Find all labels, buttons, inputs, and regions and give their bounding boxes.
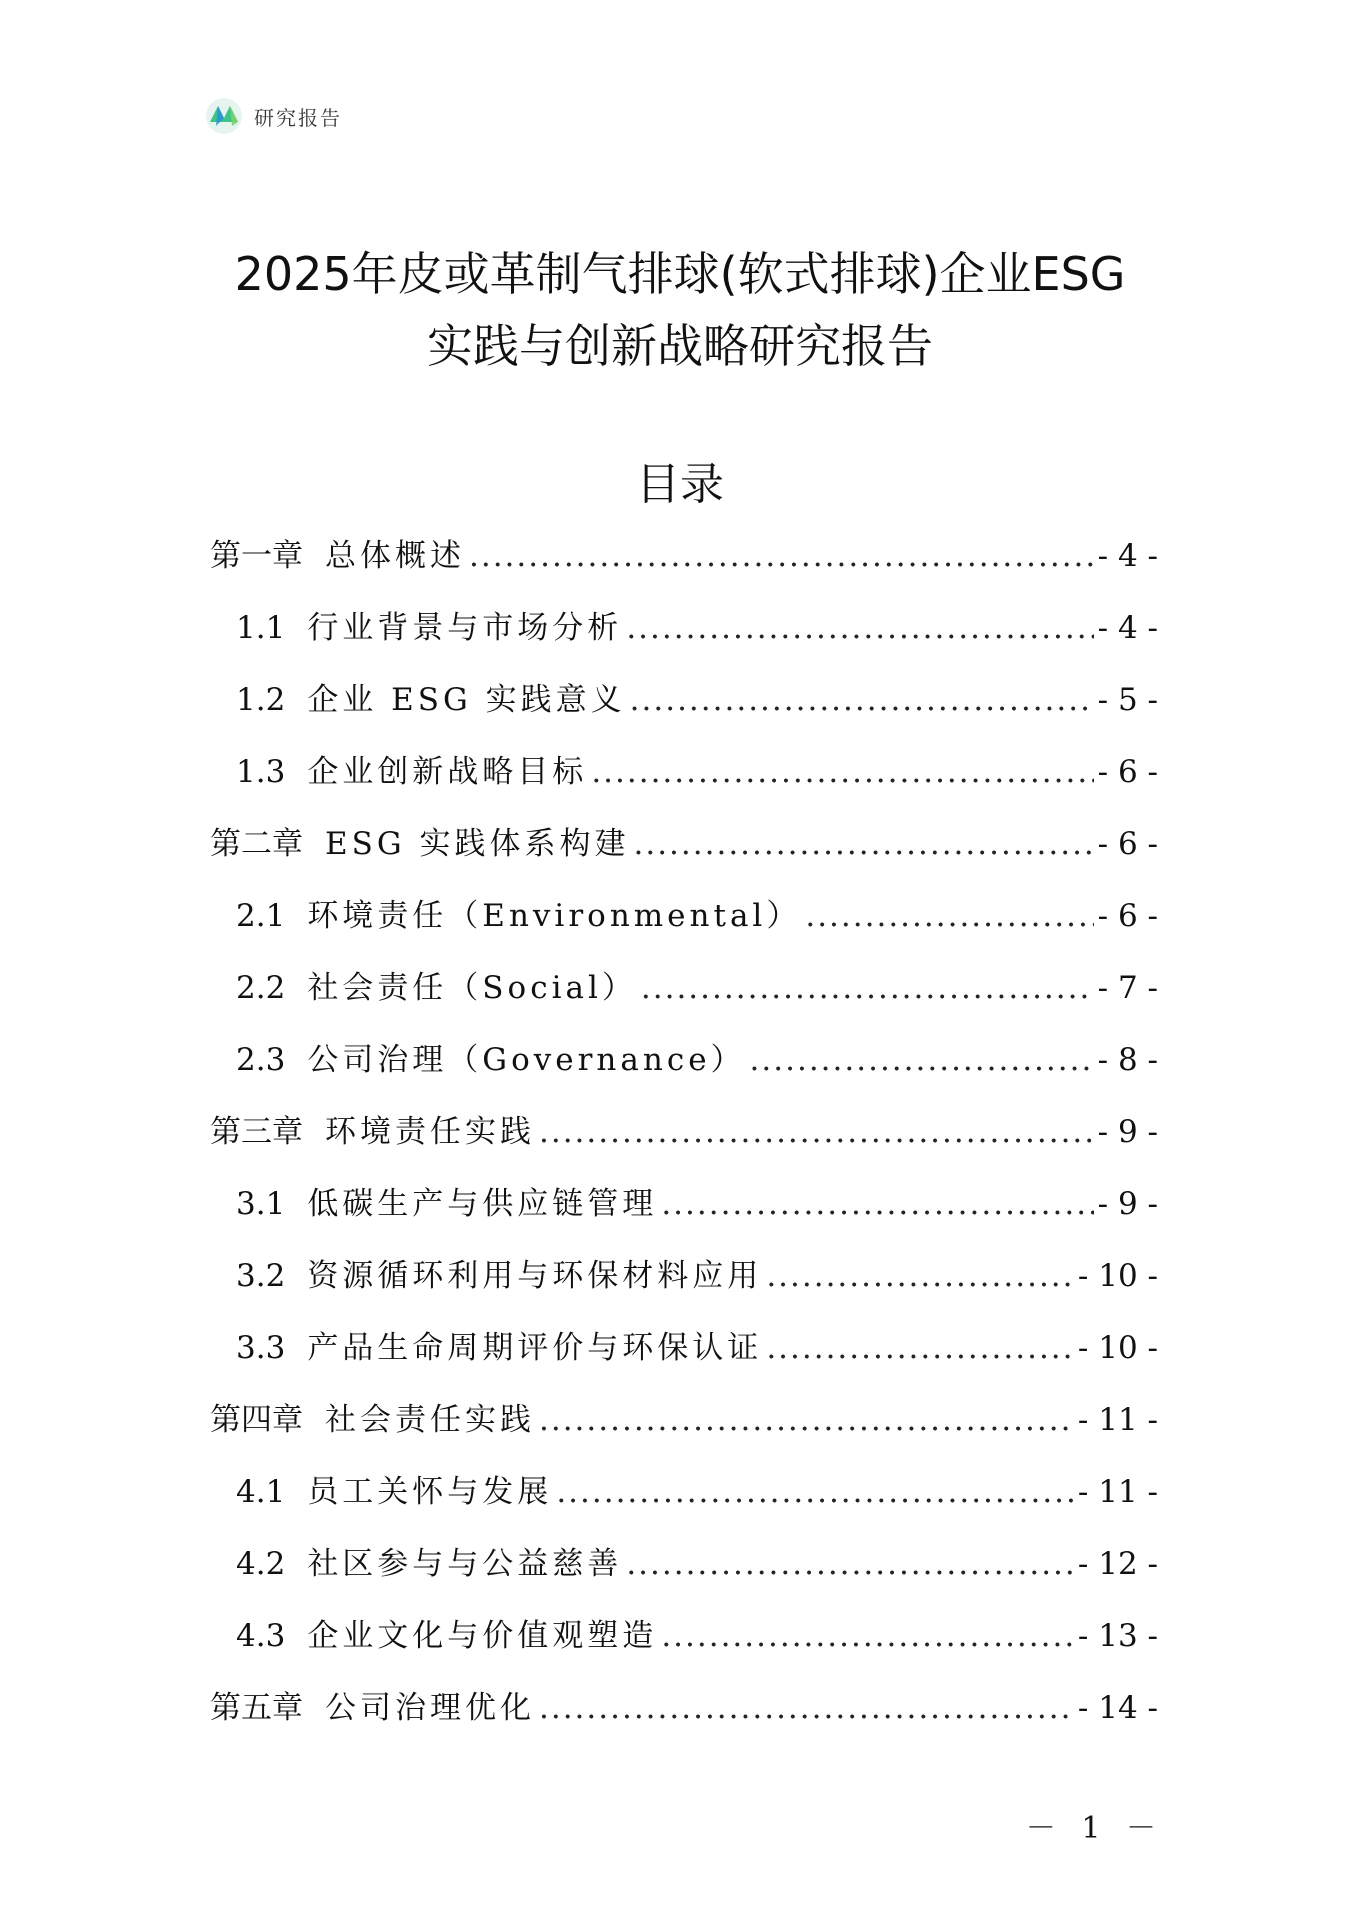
toc-entry[interactable] — [210, 1600, 1158, 1672]
toc-entry[interactable] — [210, 520, 1158, 592]
toc-leader-dots — [661, 1616, 1074, 1656]
toc-entry-number: 1.3 — [236, 754, 286, 790]
toc-entry-page: - 13 - — [1077, 1618, 1158, 1654]
page-number: － 1 － — [1025, 1811, 1164, 1846]
toc-entry[interactable] — [210, 1672, 1158, 1744]
toc-entry-label: 环境责任（Environmental） — [307, 898, 802, 934]
toc-entry-label: 公司治理（Governance） — [307, 1042, 746, 1078]
toc-leader-dots — [633, 824, 1093, 864]
toc-entry[interactable] — [210, 1384, 1158, 1456]
toc-entry-page: - 12 - — [1077, 1546, 1158, 1582]
toc-entry[interactable] — [210, 880, 1158, 952]
toc-entry-label: 环境责任实践 — [325, 1114, 535, 1150]
toc-entry-label: 低碳生产与供应链管理 — [307, 1186, 658, 1222]
toc-entry-number: 第二章 — [210, 826, 303, 862]
toc-entry-label: 产品生命周期评价与环保认证 — [307, 1330, 763, 1366]
toc-leader-dots — [766, 1256, 1074, 1296]
toc-entry-number: 1.2 — [236, 682, 286, 718]
toc-entry-number: 4.3 — [236, 1618, 286, 1654]
toc-entry[interactable] — [210, 1096, 1158, 1168]
toc-entry[interactable] — [210, 1168, 1158, 1240]
toc-leader-dots — [626, 1544, 1074, 1584]
toc-entry-label: 社会责任实践 — [325, 1402, 535, 1438]
brand-logo-icon — [204, 96, 244, 136]
toc-leader-dots — [556, 1472, 1074, 1512]
toc-entry-number: 1.1 — [236, 610, 286, 646]
toc-entry-label: 社区参与与公益慈善 — [307, 1546, 623, 1582]
toc-entry[interactable] — [210, 1240, 1158, 1312]
toc-leader-dots — [539, 1400, 1074, 1440]
toc-entry[interactable] — [210, 592, 1158, 664]
toc-entry-number: 3.3 — [236, 1330, 286, 1366]
toc-entry-label: 总体概述 — [325, 538, 465, 574]
toc-entry-page: - 10 - — [1077, 1330, 1158, 1366]
toc-entry-page: - 9 - — [1097, 1186, 1158, 1222]
toc-entry-label: ESG 实践体系构建 — [325, 826, 630, 862]
report-title — [180, 238, 1180, 382]
toc-entry-page: - 6 - — [1097, 898, 1158, 934]
header-label: 研究报告 — [254, 105, 342, 130]
toc-entry-label: 公司治理优化 — [325, 1690, 535, 1726]
toc-heading: 目录 — [636, 459, 724, 510]
toc-entry-label: 企业创新战略目标 — [307, 754, 588, 790]
toc-entry[interactable] — [210, 1312, 1158, 1384]
report-header — [204, 96, 342, 136]
toc-entry[interactable] — [210, 1024, 1158, 1096]
toc-entry-number: 第一章 — [210, 538, 303, 574]
toc-entry-page: - 5 - — [1097, 682, 1158, 718]
toc-entry-page: - 7 - — [1097, 970, 1158, 1006]
toc-entry-page: - 8 - — [1097, 1042, 1158, 1078]
toc-leader-dots — [591, 752, 1093, 792]
toc-entry-label: 企业 ESG 实践意义 — [307, 682, 626, 718]
title-line-1: 2025年皮或革制气排球(软式排球)企业ESG — [234, 247, 1126, 301]
toc-leader-dots — [750, 1040, 1094, 1080]
toc-leader-dots — [766, 1328, 1074, 1368]
toc-leader-dots — [539, 1688, 1074, 1728]
toc-entry-number: 第五章 — [210, 1690, 303, 1726]
toc-leader-dots — [630, 680, 1094, 720]
toc-entry[interactable] — [210, 808, 1158, 880]
toc-leader-dots — [469, 536, 1094, 576]
toc-entry-number: 2.1 — [236, 898, 286, 934]
toc-leader-dots — [661, 1184, 1093, 1224]
toc-entry-page: - 11 - — [1077, 1402, 1158, 1438]
toc-entry-number: 2.3 — [236, 1042, 286, 1078]
toc-entry-label: 员工关怀与发展 — [307, 1474, 553, 1510]
toc-entry-page: - 9 - — [1097, 1114, 1158, 1150]
toc-leader-dots — [805, 896, 1093, 936]
toc-entry[interactable] — [210, 736, 1158, 808]
toc-entry-page: - 10 - — [1077, 1258, 1158, 1294]
toc-entry-number: 3.2 — [236, 1258, 286, 1294]
title-line-2: 实践与创新战略研究报告 — [427, 319, 933, 373]
toc-entry-page: - 14 - — [1077, 1690, 1158, 1726]
toc-entry-label: 行业背景与市场分析 — [307, 610, 623, 646]
table-of-contents — [210, 520, 1158, 1744]
toc-entry-number: 3.1 — [236, 1186, 286, 1222]
toc-entry-page: - 6 - — [1097, 754, 1158, 790]
toc-entry-page: - 4 - — [1097, 610, 1158, 646]
toc-entry-number: 4.1 — [236, 1474, 286, 1510]
toc-entry-number: 第三章 — [210, 1114, 303, 1150]
toc-entry-page: - 4 - — [1097, 538, 1158, 574]
toc-entry[interactable] — [210, 664, 1158, 736]
toc-entry-number: 4.2 — [236, 1546, 286, 1582]
toc-leader-dots — [641, 968, 1094, 1008]
toc-entry-label: 资源循环利用与环保材料应用 — [307, 1258, 763, 1294]
toc-entry[interactable] — [210, 1528, 1158, 1600]
toc-entry[interactable] — [210, 952, 1158, 1024]
toc-entry[interactable] — [210, 1456, 1158, 1528]
toc-entry-page: - 11 - — [1077, 1474, 1158, 1510]
toc-entry-label: 社会责任（Social） — [307, 970, 637, 1006]
toc-leader-dots — [539, 1112, 1094, 1152]
toc-entry-number: 第四章 — [210, 1402, 303, 1438]
toc-entry-label: 企业文化与价值观塑造 — [307, 1618, 658, 1654]
toc-leader-dots — [626, 608, 1093, 648]
toc-entry-number: 2.2 — [236, 970, 286, 1006]
toc-entry-page: - 6 - — [1097, 826, 1158, 862]
